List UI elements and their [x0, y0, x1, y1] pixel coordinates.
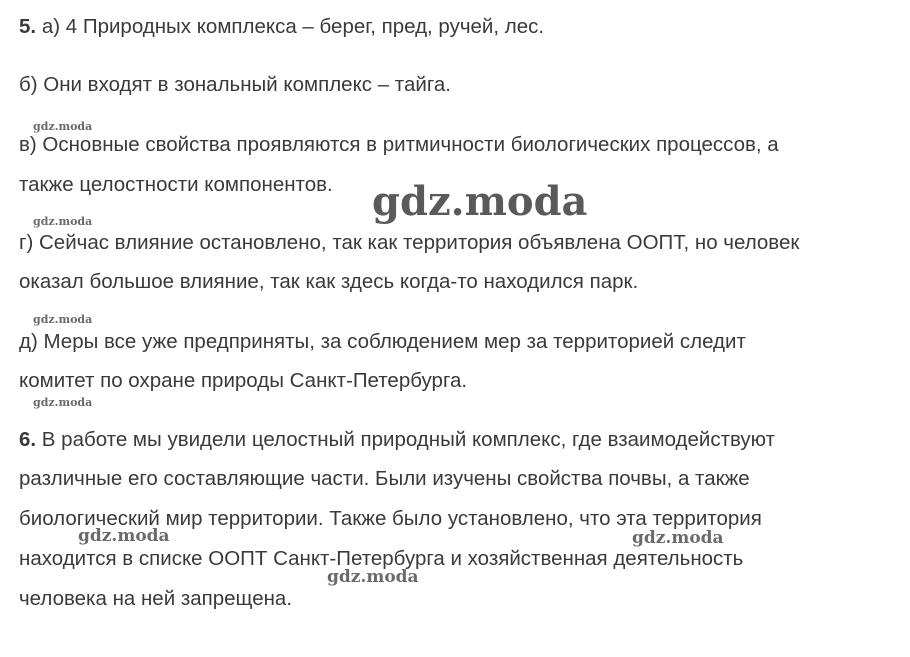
task5-answer-v-line1: в) Основные свойства проявляются в ритмичности биологических процессов, а: [19, 133, 779, 156]
watermark-medium: gdz.moda: [632, 528, 724, 548]
task6-text-1: В работе мы увидели целостный природный комплекс, где взаимодействуют: [36, 428, 775, 451]
task6-line5: человека на ней запрещена.: [19, 587, 293, 610]
watermark-small: gdz.moda: [33, 313, 93, 326]
task6-line2: различные его составляющие части. Были изучены свойства почвы, а также: [19, 467, 750, 490]
task6-line1: [19, 428, 775, 452]
watermark-small: gdz.moda: [33, 215, 93, 228]
task5-number: 5.: [19, 15, 37, 38]
task6-line3: биологический мир территории. Также было установлено, что эта территория: [19, 507, 762, 530]
task5-line-a: [19, 15, 544, 39]
task5-answer-v-line2: также целостности компонентов.: [19, 173, 333, 196]
watermark-small: gdz.moda: [33, 396, 93, 409]
watermark-medium: gdz.moda: [327, 567, 419, 587]
task5-answer-g-line2: оказал большое влияние, так как здесь когда-то находился парк.: [19, 270, 639, 293]
task6-number: 6.: [19, 428, 37, 451]
watermark-small: gdz.moda: [33, 120, 93, 133]
task5-answer-d-line2: комитет по охране природы Санкт-Петербурга.: [19, 369, 468, 392]
task5-answer-g-line1: г) Сейчас влияние остановлено, так как территория объявлена ООПТ, но человек: [19, 231, 800, 254]
task5-answer-a: а) 4 Природных комплекса – берег, пред, ручей, лес.: [41, 15, 545, 38]
watermark-large: gdz.moda: [372, 178, 588, 225]
task5-answer-d-line1: д) Меры все уже предприняты, за соблюдением мер за территорией следит: [19, 330, 746, 353]
task6-line4: находится в списке ООПТ Санкт-Петербурга и хозяйственная деятельность: [19, 547, 744, 570]
task5-answer-b: б) Они входят в зональный комплекс – тайга.: [19, 73, 451, 96]
watermark-medium: gdz.moda: [78, 526, 170, 546]
